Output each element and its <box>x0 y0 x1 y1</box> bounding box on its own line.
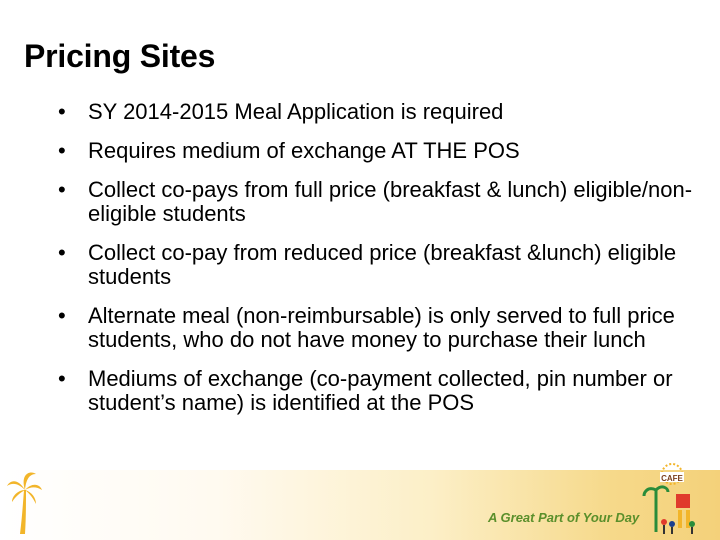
slide-title: Pricing Sites <box>24 38 216 74</box>
bullet-item: • Alternate meal (non-reimbursable) is only served to full price students, who do not have money to purchase their lunch <box>56 304 696 352</box>
footer-band <box>0 470 720 540</box>
bullet-item: • SY 2014-2015 Meal Application is required <box>56 100 696 124</box>
palm-tree-icon <box>6 468 42 536</box>
bullet-item: • Mediums of exchange (co-payment collected, pin number or student’s name) is identified at the POS <box>56 367 696 415</box>
bullet-item: • Collect co-pays from full price (breakfast & lunch) eligible/non-eligible students <box>56 178 696 226</box>
footer-tagline: A Great Part of Your Day <box>488 510 640 525</box>
bullet-list <box>56 100 696 430</box>
cafe-logo <box>642 462 702 538</box>
bullet-item: • Requires medium of exchange AT THE POS <box>56 139 696 163</box>
bullet-item: • Collect co-pay from reduced price (breakfast &lunch) eligible students <box>56 241 696 289</box>
cafe-logo-text: CAFE <box>661 474 683 483</box>
